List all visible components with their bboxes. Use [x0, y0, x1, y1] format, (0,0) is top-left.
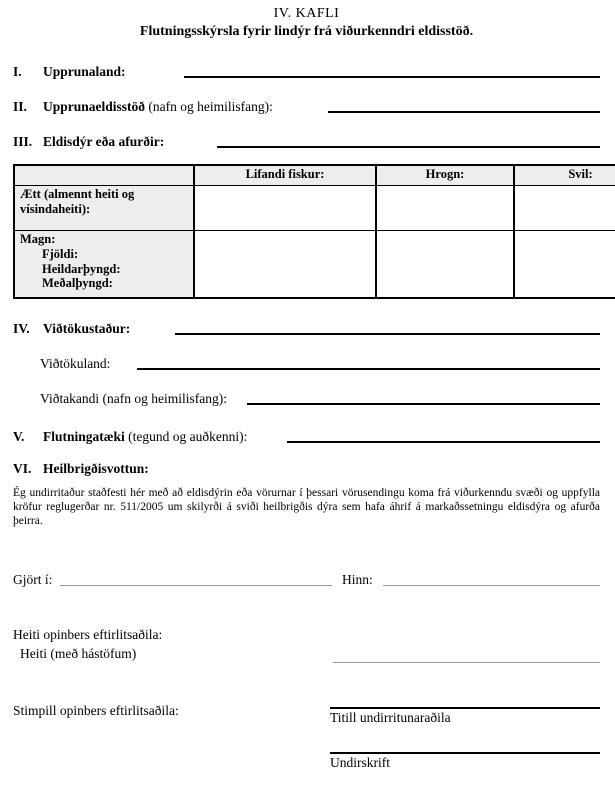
destination-label: Viðtökustaður: [43, 321, 131, 336]
origin-country-label: Upprunaland: [43, 64, 126, 79]
place-date-row [13, 572, 600, 588]
consignee-field-line[interactable] [247, 391, 600, 405]
table-header-row [14, 165, 615, 186]
column-header-roe: Hrogn: [376, 165, 514, 186]
done-at-field-line[interactable] [60, 573, 332, 586]
destination-country-row [40, 356, 600, 372]
column-header-live-fish: Lifandi fiskur: [194, 165, 376, 186]
column-header-milt: Svil: [514, 165, 615, 186]
consignee-row [40, 391, 600, 407]
origin-farm-field-line[interactable] [328, 99, 600, 113]
authority-label: Heiti opinbers eftirlitsaðila: [13, 627, 163, 643]
name-caps-label: Heiti (með hástöfum) [20, 645, 137, 661]
section-origin-farm [13, 99, 600, 115]
consignee-label: Viðtakandi (nafn og heimilisfang): [40, 391, 228, 406]
date-field-line[interactable] [383, 573, 600, 586]
transport-label-note: (tegund og auðkenni): [124, 429, 248, 444]
transport-field-line[interactable] [287, 429, 600, 443]
quantity-milt-cell[interactable] [514, 231, 615, 299]
family-milt-cell[interactable] [514, 186, 615, 231]
table-corner-cell [14, 165, 194, 186]
section-animals [13, 134, 600, 150]
family-live-fish-cell[interactable] [194, 186, 376, 231]
destination-country-field-line[interactable] [137, 356, 600, 370]
section-health [13, 461, 600, 477]
section-number: III. [13, 134, 33, 149]
table-row-quantity [14, 231, 615, 299]
quantity-roe-cell[interactable] [376, 231, 514, 299]
transport-label: Flutningatæki [43, 429, 125, 444]
animals-field-line[interactable] [217, 134, 600, 148]
section-transport [13, 429, 600, 445]
authority-labels [13, 626, 162, 662]
health-label: Heilbrigðisvottun: [43, 461, 149, 476]
quantity-row-label: Magn: Fjöldi: Heildarþyngd: Meðalþyngd: [14, 231, 194, 299]
family-row-label: Ætt (almennt heiti og vísindaheiti): [14, 186, 194, 231]
quantity-live-fish-cell[interactable] [194, 231, 376, 299]
authority-name-field-line[interactable] [333, 648, 600, 663]
date-label: Hinn: [341, 572, 373, 588]
origin-farm-label-note: (nafn og heimilisfang): [145, 99, 273, 114]
section-number: VI. [13, 461, 32, 476]
section-origin-country [13, 64, 600, 80]
section-number: V. [13, 429, 25, 444]
certification-statement: Ég undirritaður staðfesti hér með að eldisdýrin eða vörurnar í þessari vörusendingu koma frá viðurkenndu svæði og uppfylla kröfur reglugerðar nr. 511/2005 um skilyrði á sviði heilbrigðis dýra sem hafa áhrif á markaðssetningu eldisdýra og afurða þeirra. [13, 487, 600, 527]
section-number: IV. [13, 321, 30, 336]
section-number: II. [13, 99, 27, 114]
authority-name-block [13, 626, 600, 662]
destination-field-line[interactable] [175, 321, 600, 335]
stamp-signature-block [13, 703, 600, 771]
animals-label: Eldisdýr eða afurðir: [43, 134, 165, 149]
title-caption: Titill undirritunaraðila [330, 709, 451, 725]
stamp-label: Stimpill opinbers eftirlitsaðila: [13, 702, 179, 718]
done-at-label: Gjört í: [13, 572, 53, 588]
origin-country-field-line[interactable] [184, 64, 600, 78]
signature-gap [330, 726, 600, 752]
section-number: I. [13, 64, 22, 79]
table-row-family [14, 186, 615, 231]
origin-farm-label: Upprunaeldisstöð [43, 99, 146, 114]
signature-caption: Undirskrift [330, 754, 390, 770]
animals-products-table [13, 164, 615, 299]
family-roe-cell[interactable] [376, 186, 514, 231]
section-destination [13, 321, 600, 337]
form-title: Flutningsskýrsla fyrir lindýr frá viðurkenndri eldisstöð. [139, 24, 474, 39]
chapter-heading: IV. KAFLI [273, 6, 340, 21]
signature-column [330, 707, 600, 771]
destination-country-label: Viðtökuland: [40, 356, 111, 371]
